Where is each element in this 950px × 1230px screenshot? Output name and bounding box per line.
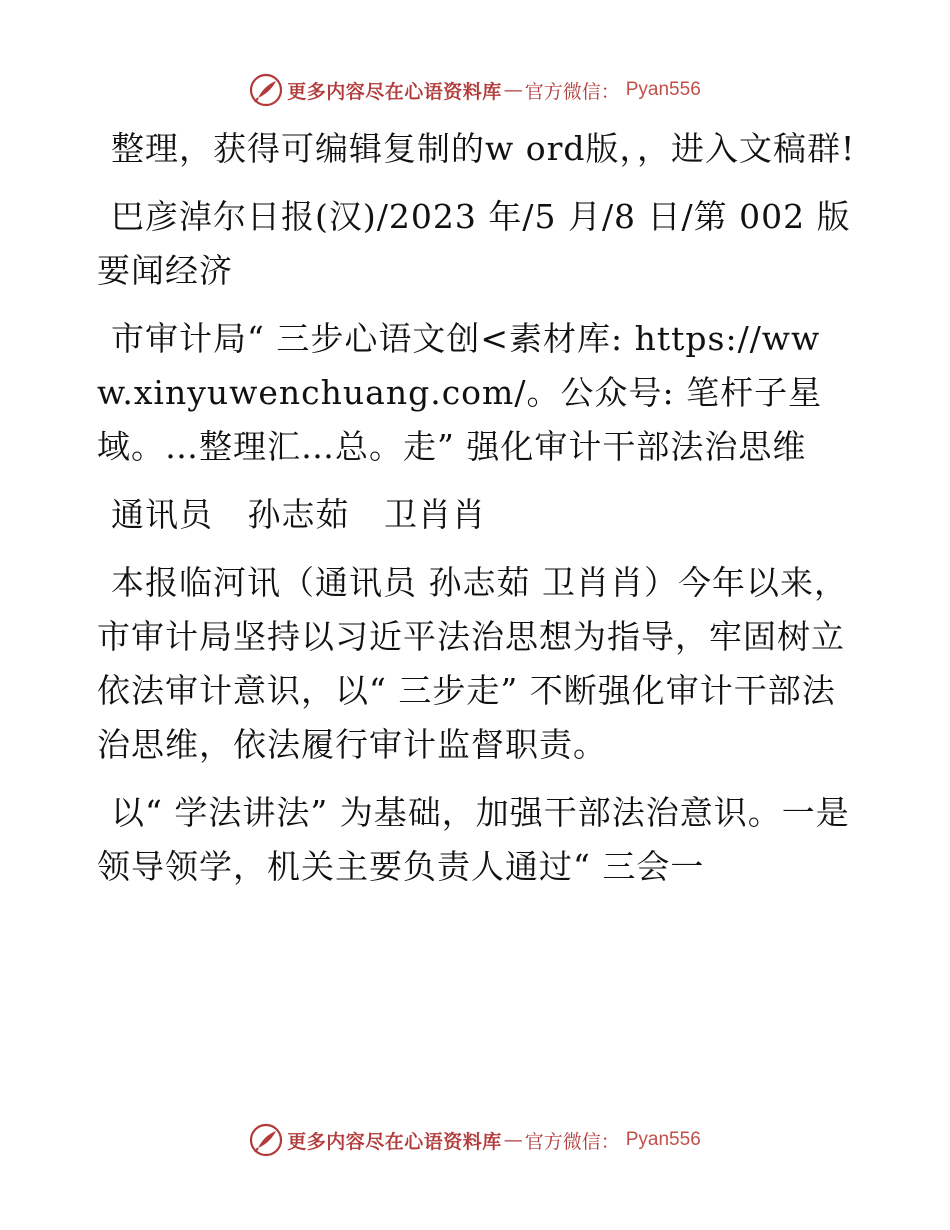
- paragraph-intro: 整理，获得可编辑复制的w ord版，，进入文稿群!: [111, 129, 856, 168]
- watermark-wechat-handle: Pyan556: [625, 1129, 701, 1150]
- paragraph-lead: 本报临河讯（通讯员 孙志茹 卫肖肖）今年以来，市审计局坚持以习近平法治思想为指导，牢固树立依法审计意识，以“ 三步走” 不断强化审计干部法治思维，依法履行审计监督职责。: [97, 563, 848, 764]
- watermark-dash: —: [503, 79, 523, 101]
- document-body: [97, 122, 857, 908]
- watermark-brand-text: 更多内容尽在心语资料库: [287, 80, 502, 103]
- paragraph-headline: 市审计局“ 三步心语文创<素材库: https://www.xinyuwenchuang.com/。公众号: 笔杆子星域。…整理汇…总。走” 强化审计干部法治思维: [97, 319, 823, 466]
- feather-pen-logo-icon: [249, 73, 283, 107]
- feather-pen-logo-icon: [249, 1123, 283, 1157]
- footer-watermark-banner: [0, 1120, 950, 1160]
- paragraph-source: 巴彦淖尔日报(汉)/2023 年/5 月/8 日/第 002 版要闻经济: [97, 197, 851, 290]
- watermark-official-label: 官方微信：: [524, 80, 620, 103]
- watermark-brand-text: 更多内容尽在心语资料库: [287, 1130, 502, 1153]
- watermark-dash: —: [503, 1129, 523, 1151]
- header-watermark-banner: [0, 70, 950, 110]
- paragraph-body: 以“ 学法讲法” 为基础，加强干部法治意识。一是领导领学，机关主要负责人通过“ 三会一: [97, 793, 850, 886]
- watermark-wechat-handle: Pyan556: [625, 79, 701, 100]
- paragraph-byline: 通讯员 孙志茹 卫肖肖: [111, 495, 486, 534]
- watermark-official-label: 官方微信：: [524, 1130, 620, 1153]
